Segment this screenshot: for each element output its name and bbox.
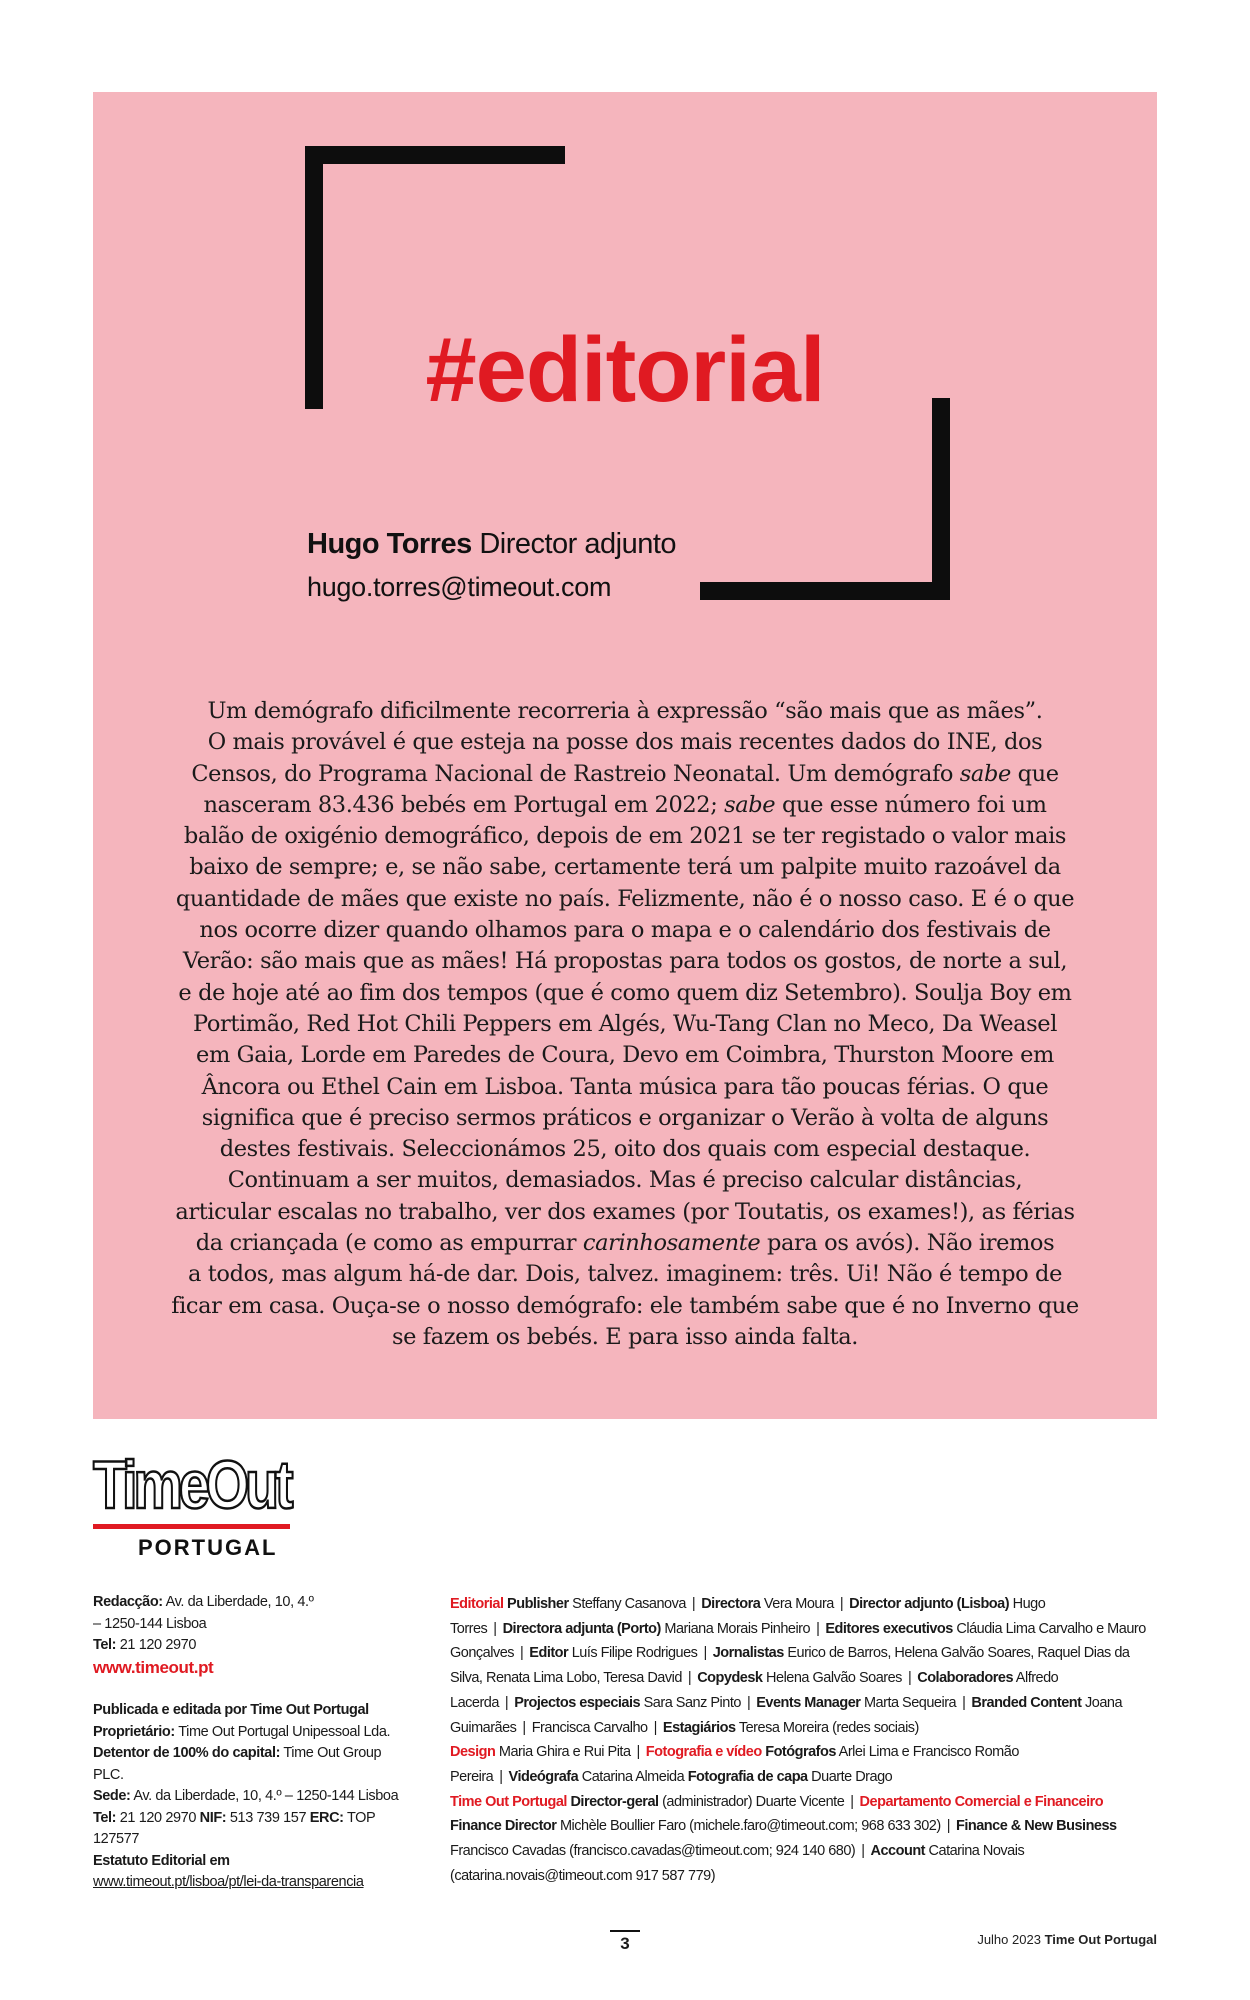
body-line: em Gaia, Lorde em Paredes de Coura, Devo em Coimbra, Thurston Moore em	[196, 1042, 1054, 1069]
body-line: Portimão, Red Hot Chili Peppers em Algés, Wu-Tang Clan no Meco, Da Weasel	[193, 1010, 1057, 1037]
body-line: da criançada (e como as empurrar carinhosamente para os avós). Não iremos	[195, 1230, 1055, 1257]
body-line: Verão: são mais que as mães! Há propostas para todos os gostos, de norte a sul,	[182, 948, 1068, 975]
body-line: nasceram 83.436 bebés em Portugal em 2022; sabe que esse número foi um	[203, 791, 1047, 818]
body-line: a todos, mas algum há-de dar. Dois, talvez. imaginem: três. Ui! Não é tempo de	[188, 1261, 1062, 1288]
author-name: Hugo Torres	[307, 528, 472, 560]
body-line: Âncora ou Ethel Cain em Lisboa. Tanta música para tão poucas férias. O que	[201, 1073, 1049, 1100]
bracket-bottom-right-horizontal	[700, 582, 950, 600]
logo-subtitle: PORTUGAL	[138, 1535, 278, 1560]
body-line: ficar em casa. Ouça-se o nosso demógrafo: ele também sabe que é no Inverno que	[171, 1292, 1079, 1319]
bracket-top-left-horizontal	[305, 146, 565, 164]
body-line: balão de oxigénio demográfico, depois de em 2021 se ter registado o valor mais	[183, 823, 1067, 850]
body-line: destes festivais. Seleccionámos 25, oito dos quais com especial destaque.	[219, 1136, 1031, 1163]
issue-footer: Julho 2023 Time Out Portugal	[977, 1932, 1157, 1947]
body-line: articular escalas no trabalho, ver dos exames (por Toutatis, os exames!), as férias	[175, 1198, 1075, 1225]
masthead-contacts: Redacção: Av. da Liberdade, 10, 4.º – 1250-144 Lisboa Tel: 21 120 2970 www.timeout.pt Publicada e editada por Time Out Portugal Proprietário: Time Out Portugal Unipessoal Lda. Detentor de 100% do capital: Time Out Group PLC. Sede: Av. da Liberdade, 10, 4.º – 1250-144 Lisboa Tel: 21 120 2970 NIF: 513 739 157 ERC: TOP 127577 Estatuto Editorial em www.timeout.pt/lisboa/pt/lei-da-transparencia	[93, 1592, 413, 1894]
page-number: 3	[610, 1930, 640, 1954]
logo-wordmark: TimeOut	[93, 1447, 290, 1523]
body-line: O mais provável é que esteja na posse dos mais recentes dados do INE, dos	[207, 729, 1043, 756]
body-line: quantidade de mães que existe no país. Felizmente, não é o nosso caso. E é o que	[175, 885, 1075, 912]
author-email[interactable]: hugo.torres@timeout.com	[307, 572, 612, 602]
body-line: baixo de sempre; e, se não sabe, certamente terá um palpite muito razoável da	[189, 854, 1061, 881]
body-line: nos ocorre dizer quando olhamos para o mapa e o calendário dos festivais de	[199, 917, 1051, 944]
transparency-link[interactable]: www.timeout.pt/lisboa/pt/lei-da-transparencia	[93, 1874, 364, 1890]
timeout-logo	[93, 1447, 293, 1561]
body-line: se fazem os bebés. E para isso ainda falta.	[391, 1323, 859, 1350]
author-line	[307, 528, 676, 561]
author-role: Director adjunto	[479, 528, 677, 560]
staff-credits: Editorial Publisher Steffany Casanova | Directora Vera Moura | Director adjunto (Lisboa) Hugo Torres | Directora adjunta (Porto) Mariana Morais Pinheiro | Editores executivos Cláudia Lima Carvalho e Mauro Gonçalves | Editor Luís Filipe Rodrigues | Jornalistas Eurico de Barros, Helena Galvão Soares, Raquel Dias da Silva, Renata Lima Lobo, Teresa David | Copydesk Helena Galvão Soares | Colaboradores Alfredo Lacerda | Projectos especiais Sara Sanz Pinto | Events Manager Marta Sequeira | Branded Content Joana Guimarães | Francisca Carvalho | Estagiários Teresa Moreira (redes sociais) Design Maria Ghira e Rui Pita | Fotografia e vídeo Fotógrafos Arlei Lima e Francisco Romão Pereira | Videógrafa Catarina Almeida Fotografia de capa Duarte Drago Time Out Portugal Director-geral (administrador) Duarte Vicente | Departamento Comercial e Financeiro Finance Director Michèle Boullier Faro (michele.faro@timeout.com; 968 633 302) | Finance & New Business Francisco Cavadas (francisco.cavadas@timeout.com; 924 140 680) | Account Catarina Novais (catarina.novais@timeout.com 917 587 779)	[450, 1596, 1146, 1884]
bracket-bottom-right-vertical	[932, 398, 950, 600]
body-line: Um demógrafo dificilmente recorreria à expressão “são mais que as mães”.	[207, 698, 1043, 724]
logo-underline	[93, 1524, 290, 1529]
editorial-body	[168, 696, 1082, 1353]
body-line: Continuam a ser muitos, demasiados. Mas é preciso calcular distâncias,	[227, 1167, 1023, 1194]
body-line: significa que é preciso sermos práticos e organizar o Verão à volta de alguns	[201, 1104, 1049, 1131]
body-line: Censos, do Programa Nacional de Rastreio Neonatal. Um demógrafo sabe que	[191, 760, 1059, 787]
body-line: e de hoje até ao fim dos tempos (que é como quem diz Setembro). Soulja Boy em	[178, 979, 1072, 1006]
website-link[interactable]: www.timeout.pt	[93, 1657, 214, 1677]
page-title: #editorial	[425, 319, 825, 421]
